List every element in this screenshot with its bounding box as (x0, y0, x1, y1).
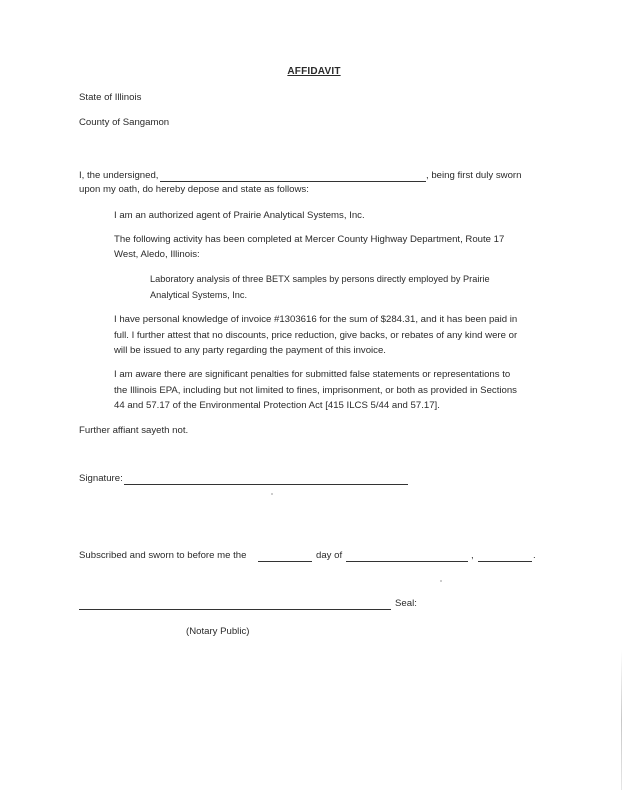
activity-detail-line-2: Analytical Systems, Inc. (150, 290, 248, 300)
activity-statement-line-1: The following activity has been completed at Mercer County Highway Department, Route 17 (114, 234, 505, 245)
signature-line[interactable] (124, 484, 408, 485)
aware-line-3: 44 and 57.17 of the Environmental Protection Act [415 ILCS 5/44 and 57.17]. (114, 400, 440, 411)
subscribed-day-of: day of (316, 550, 343, 561)
activity-statement-line-2: West, Aledo, Illinois: (114, 249, 200, 260)
signature-label: Signature: (79, 473, 123, 484)
intro-line-2: upon my oath, do hereby depose and state as follows: (79, 184, 309, 195)
knowledge-line-2: full. I further attest that no discounts, price reduction, give backs, or rebates of any kind were or (114, 330, 518, 341)
state-line: State of Illinois (79, 92, 142, 103)
day-blank[interactable] (258, 561, 312, 562)
subscribed-end: . (533, 550, 536, 561)
year-blank[interactable] (478, 561, 532, 562)
month-blank[interactable] (346, 561, 468, 562)
scan-speck (440, 580, 442, 582)
agent-statement: I am an authorized agent of Prairie Analytical Systems, Inc. (114, 210, 365, 221)
seal-label: Seal: (395, 598, 417, 609)
further-affiant: Further affiant sayeth not. (79, 425, 189, 436)
intro-suffix: , being first duly sworn (426, 170, 522, 181)
aware-line-1: I am aware there are significant penalties for submitted false statements or representations to (114, 369, 511, 380)
undersigned-name-blank[interactable] (160, 181, 426, 182)
knowledge-line-3: will be issued to any party regarding the payment of this invoice. (114, 345, 386, 356)
subscribed-prefix: Subscribed and sworn to before me the (79, 550, 247, 561)
notary-public-label: (Notary Public) (186, 626, 250, 637)
subscribed-comma: , (471, 550, 474, 561)
intro-prefix: I, the undersigned, (79, 170, 159, 181)
activity-detail-line-1: Laboratory analysis of three BETX samples by persons directly employed by Prairie (150, 274, 490, 284)
county-line: County of Sangamon (79, 117, 170, 128)
knowledge-line-1: I have personal knowledge of invoice #1303616 for the sum of $284.31, and it has been paid in (114, 314, 518, 325)
scan-edge-artifact (621, 650, 622, 790)
notary-signature-line[interactable] (79, 609, 391, 610)
aware-line-2: the Illinois EPA, including but not limited to fines, imprisonment, or both as provided in Sections (114, 385, 517, 396)
scan-speck (271, 493, 273, 495)
document-title: AFFIDAVIT (287, 66, 341, 77)
